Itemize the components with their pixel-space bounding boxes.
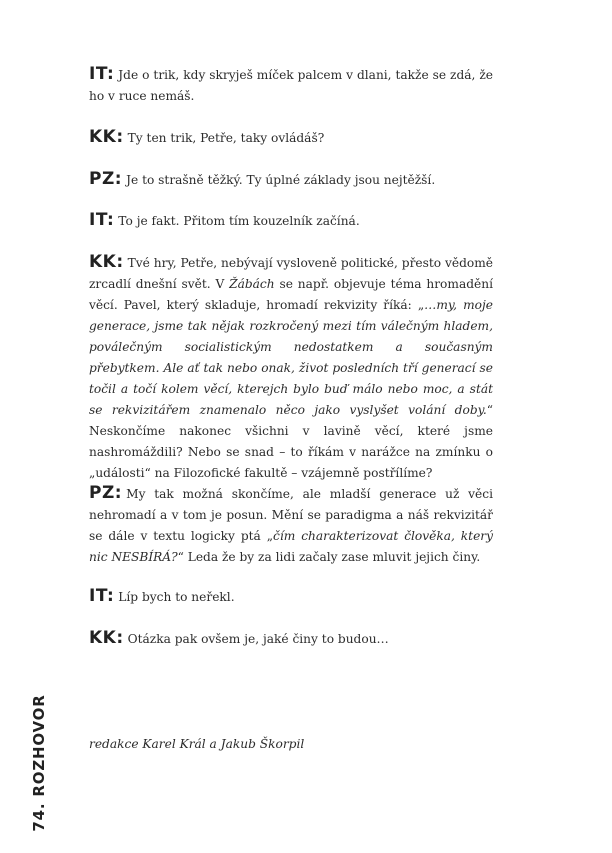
quotation-text: …my, moje generace, jsme tak nějak rozkročený mezi tím válečným hladem, poválečným socialistickým nedostatkem a současným přebytkem. Ale ať tak nebo onak, život posledních tří generací se točil a točí kolem věcí, kterejch bylo buď málo nebo moc, a stát se rekvizitářem znamenalo něco jako vyslyšet volání doby. <box>89 298 493 417</box>
speaker-label: KK: <box>89 252 124 272</box>
dialogue-paragraph <box>89 210 493 232</box>
paragraph-text: Jde o trik, kdy skryješ míček palcem v dlani, takže se zdá, že ho v ruce nemáš. <box>89 68 493 103</box>
speaker-label: IT: <box>89 586 115 606</box>
quotation-text: čím charakterizovat člověka, který nic NESBÍRÁ? <box>89 529 493 564</box>
speaker-label: KK: <box>89 628 124 648</box>
paragraph-text: My tak možná skončíme, ale mladší generace už věci nehromadí a v tom je posun. Mění se paradigma a náš rekvizitář se dále v textu logicky ptá „ <box>89 487 493 543</box>
paragraph-text: “ Neskončíme nakonec všichni v lavině věcí, které jsme nashromáždili? Nebo se snad – to říkám v narážce na zmínku o „události“ na Filozofické fakultě – vzájemně postřílíme? <box>89 403 493 480</box>
speaker-label: PZ: <box>89 169 123 189</box>
paragraph-text: se např. objevuje téma hromadění věcí. Pavel, který skladuje, hromadí rekvizity říká: „ <box>89 277 493 312</box>
paragraph-text: “ Leda že by za lidi začaly zase mluvit jejich činy. <box>177 550 481 564</box>
speaker-label: PZ: <box>89 483 123 503</box>
speaker-label: IT: <box>89 64 115 84</box>
speaker-label: IT: <box>89 210 115 230</box>
dialogue-paragraph <box>89 169 493 191</box>
editor-credit: redakce Karel Král a Jakub Škorpil <box>89 737 305 751</box>
paragraph-text: To je fakt. Přitom tím kouzelník začíná. <box>118 214 360 228</box>
dialogue-paragraph <box>89 483 493 568</box>
dialogue-paragraph <box>89 252 493 484</box>
paragraph-text: Je to strašně těžký. Ty úplné základy jsou nejtěžší. <box>126 173 436 187</box>
dialogue-paragraph <box>89 64 493 107</box>
dialogue-paragraph <box>89 628 493 650</box>
paragraph-text: Otázka pak ovšem je, jaké činy to budou… <box>127 632 389 646</box>
page-sidebar <box>28 694 50 832</box>
speaker-label: KK: <box>89 127 124 147</box>
paragraph-text: Líp bych to neřekl. <box>118 590 235 604</box>
play-title: Žábách <box>229 277 275 291</box>
paragraph-text: Tvé hry, Petře, nebývají vysloveně politické, přesto vědomě zrcadlí dnešní svět. V <box>89 256 493 291</box>
dialogue-paragraph <box>89 127 493 149</box>
paragraph-text: Ty ten trik, Petře, taky ovládáš? <box>127 131 325 145</box>
page-number-section-label: 74. ROZHOVOR <box>30 694 48 832</box>
dialogue-paragraph <box>89 586 493 608</box>
